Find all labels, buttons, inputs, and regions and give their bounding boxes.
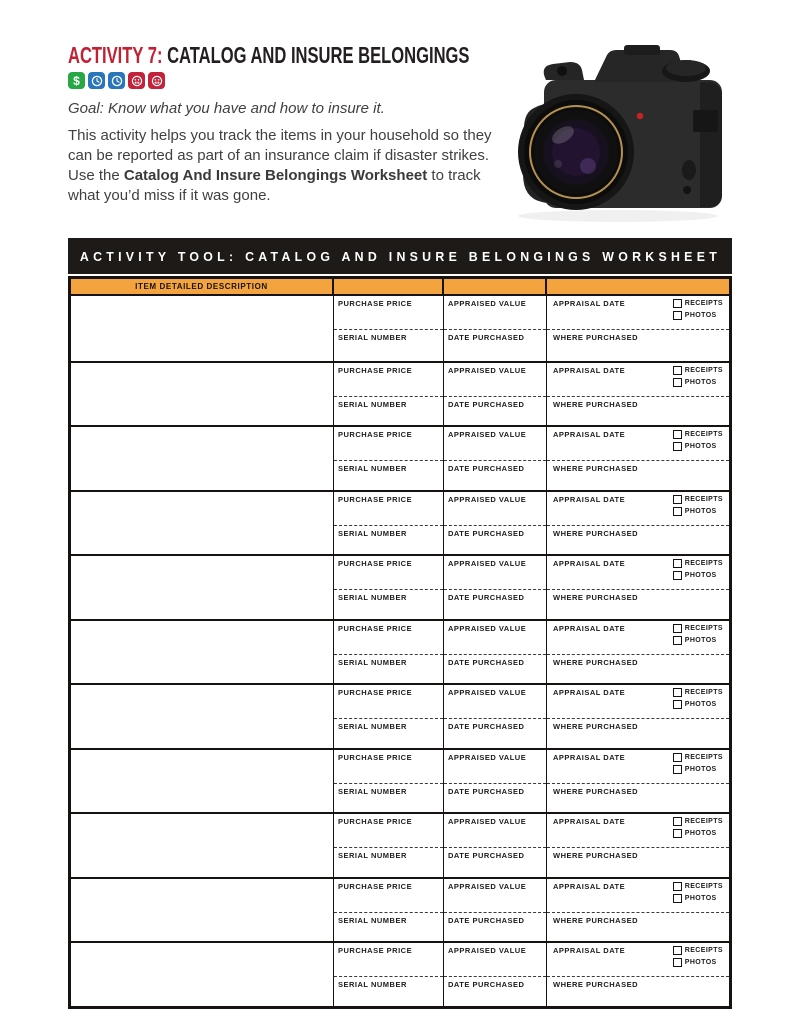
- appraised-value-label: APPRAISED VALUE: [448, 559, 527, 568]
- where-purchased-label: WHERE PURCHASED: [553, 333, 639, 342]
- price-serial-column: [334, 943, 444, 1006]
- photos-check-row: [673, 378, 723, 387]
- receipts-checkbox[interactable]: [673, 366, 682, 375]
- appraised-value-label: APPRAISED VALUE: [448, 623, 527, 633]
- appraisal-date-field[interactable]: [547, 556, 729, 590]
- receipts-label: RECEIPTS: [684, 818, 723, 825]
- price-serial-column: [334, 556, 444, 619]
- appraised-value-field[interactable]: [444, 363, 546, 397]
- photos-checkbox[interactable]: [673, 700, 682, 709]
- photos-check-row: [673, 571, 723, 580]
- receipts-check-row: [673, 946, 723, 955]
- appraisal-where-column: [547, 621, 729, 684]
- date-purchased-field[interactable]: [444, 655, 546, 684]
- where-purchased-field[interactable]: [547, 330, 729, 361]
- value-date-column: [444, 621, 547, 684]
- appraised-value-field[interactable]: [444, 943, 546, 977]
- item-description-field[interactable]: [71, 685, 334, 748]
- appraised-value-label: APPRAISED VALUE: [448, 430, 527, 439]
- photos-label: PHOTOS: [684, 312, 717, 319]
- receipts-label: RECEIPTS: [684, 882, 723, 890]
- purchase-price-field[interactable]: [334, 943, 443, 977]
- item-description-field[interactable]: [71, 363, 334, 426]
- photos-checkbox[interactable]: [673, 571, 682, 580]
- documentation-checkboxes: [673, 946, 723, 967]
- item-description-field[interactable]: [71, 556, 334, 619]
- value-date-column: [444, 556, 547, 619]
- item-description-field[interactable]: [71, 750, 334, 813]
- banner-label: ACTIVITY TOOL: CATALOG AND INSURE BELONGINGS WORKSHEET: [79, 248, 721, 264]
- where-purchased-label: WHERE PURCHASED: [553, 851, 639, 860]
- receipts-label: RECEIPTS: [684, 689, 723, 696]
- purchase-price-field[interactable]: [334, 685, 443, 719]
- item-description-field[interactable]: [71, 814, 334, 877]
- belongings-worksheet-table: [68, 276, 732, 1009]
- photos-check-row: [673, 829, 723, 838]
- appraised-value-label: APPRAISED VALUE: [448, 299, 527, 308]
- photos-checkbox[interactable]: [673, 765, 682, 774]
- serial-number-field[interactable]: [334, 461, 443, 490]
- documentation-checkboxes: [673, 753, 723, 774]
- photos-label: PHOTOS: [684, 701, 717, 708]
- appraisal-where-column: [547, 814, 729, 877]
- photos-check-row: [673, 958, 723, 967]
- serial-number-label: SERIAL NUMBER: [338, 528, 407, 538]
- serial-number-label: SERIAL NUMBER: [338, 333, 407, 342]
- date-purchased-field[interactable]: [444, 590, 546, 619]
- serial-number-field[interactable]: [334, 330, 443, 361]
- worksheet-header-row: [71, 279, 729, 296]
- purchase-price-label: PURCHASE PRICE: [338, 817, 413, 826]
- effort-icon: [148, 72, 165, 89]
- serial-number-label: SERIAL NUMBER: [338, 980, 407, 989]
- item-description-field[interactable]: [71, 492, 334, 555]
- photos-checkbox[interactable]: [673, 378, 682, 387]
- activity-number-label: ACTIVITY 7:: [68, 42, 163, 68]
- date-purchased-field[interactable]: [444, 397, 546, 426]
- date-purchased-label: DATE PURCHASED: [448, 464, 525, 473]
- item-row: [71, 296, 729, 361]
- receipts-check-row: [673, 882, 723, 891]
- price-serial-column: [334, 685, 444, 748]
- time-icon: [88, 72, 105, 89]
- where-purchased-field[interactable]: [547, 461, 729, 490]
- dollar-glyph: $: [73, 73, 80, 88]
- photos-checkbox[interactable]: [673, 507, 682, 516]
- serial-number-label: SERIAL NUMBER: [338, 786, 407, 796]
- money-icon: [68, 72, 85, 89]
- appraisal-date-label: APPRAISAL DATE: [553, 946, 626, 955]
- purchase-price-field[interactable]: [334, 492, 443, 526]
- page-title: [68, 42, 469, 69]
- value-date-column: [444, 492, 547, 555]
- activity-title-label: CATALOG AND INSURE BELONGINGS: [167, 42, 470, 68]
- item-description-field[interactable]: [71, 621, 334, 684]
- documentation-checkboxes: [673, 817, 723, 838]
- value-date-column: [444, 750, 547, 813]
- photos-label: PHOTOS: [684, 443, 717, 450]
- where-purchased-label: WHERE PURCHASED: [553, 399, 639, 409]
- receipts-check-row: [673, 624, 723, 633]
- item-description-field[interactable]: [71, 296, 334, 361]
- serial-number-label: SERIAL NUMBER: [338, 851, 407, 860]
- serial-number-field[interactable]: [334, 784, 443, 813]
- where-purchased-field[interactable]: [547, 848, 729, 877]
- activity-legend-icons: [68, 72, 165, 89]
- purchase-price-label: PURCHASE PRICE: [338, 688, 413, 697]
- photos-label: PHOTOS: [684, 894, 717, 902]
- appraised-value-field[interactable]: [444, 685, 546, 719]
- documentation-checkboxes: [673, 688, 723, 709]
- item-row: [71, 361, 729, 426]
- appraisal-date-label: APPRAISAL DATE: [553, 299, 626, 308]
- where-purchased-label: WHERE PURCHASED: [553, 593, 639, 602]
- receipts-checkbox[interactable]: [673, 559, 682, 568]
- appraisal-date-field[interactable]: [547, 492, 729, 526]
- appraised-value-label: APPRAISED VALUE: [448, 365, 527, 375]
- purchase-price-field[interactable]: [334, 556, 443, 590]
- photos-check-row: [673, 311, 723, 320]
- serial-number-field[interactable]: [334, 655, 443, 684]
- photos-check-row: [673, 442, 723, 451]
- appraisal-date-label: APPRAISAL DATE: [553, 559, 626, 568]
- appraisal-where-column: [547, 556, 729, 619]
- photos-label: PHOTOS: [684, 765, 717, 773]
- serial-number-label: SERIAL NUMBER: [338, 464, 407, 473]
- where-purchased-label: WHERE PURCHASED: [553, 464, 639, 473]
- date-purchased-field[interactable]: [444, 719, 546, 748]
- appraisal-date-label: APPRAISAL DATE: [553, 817, 626, 826]
- date-purchased-field[interactable]: [444, 330, 546, 361]
- where-purchased-field[interactable]: [547, 977, 729, 1006]
- appraised-value-field[interactable]: [444, 879, 546, 913]
- where-purchased-label: WHERE PURCHASED: [553, 915, 639, 925]
- purchase-price-field[interactable]: [334, 814, 443, 848]
- appraisal-where-column: [547, 685, 729, 748]
- purchase-price-field[interactable]: [334, 750, 443, 784]
- date-purchased-label: DATE PURCHASED: [448, 528, 525, 538]
- item-row: [71, 941, 729, 1006]
- appraisal-date-field[interactable]: [547, 750, 729, 784]
- date-purchased-label: DATE PURCHASED: [448, 722, 525, 731]
- value-date-column: [444, 879, 547, 942]
- documentation-checkboxes: [673, 882, 723, 903]
- appraised-value-field[interactable]: [444, 621, 546, 655]
- receipts-check-row: [673, 366, 723, 375]
- purchase-price-label: PURCHASE PRICE: [338, 299, 413, 308]
- date-purchased-label: DATE PURCHASED: [448, 657, 525, 667]
- serial-number-label: SERIAL NUMBER: [338, 657, 407, 667]
- where-purchased-field[interactable]: [547, 397, 729, 426]
- appraised-value-label: APPRAISED VALUE: [448, 494, 527, 504]
- date-purchased-label: DATE PURCHASED: [448, 915, 525, 925]
- documentation-checkboxes: [673, 624, 723, 645]
- appraisal-where-column: [547, 879, 729, 942]
- serial-number-field[interactable]: [334, 526, 443, 555]
- item-description-field[interactable]: [71, 943, 334, 1006]
- photos-check-row: [673, 636, 723, 645]
- appraised-value-field[interactable]: [444, 556, 546, 590]
- worksheet-header-cell-description: [71, 279, 334, 294]
- receipts-check-row: [673, 753, 723, 762]
- appraisal-where-column: [547, 943, 729, 1006]
- intro-paragraph: [68, 126, 494, 206]
- appraisal-date-label: APPRAISAL DATE: [553, 365, 626, 375]
- appraisal-date-label: APPRAISAL DATE: [553, 623, 626, 633]
- documentation-checkboxes: [673, 495, 723, 516]
- receipts-label: RECEIPTS: [684, 431, 723, 438]
- appraised-value-label: APPRAISED VALUE: [448, 752, 527, 762]
- item-row: [71, 490, 729, 555]
- appraised-value-field[interactable]: [444, 750, 546, 784]
- appraisal-date-field[interactable]: [547, 296, 729, 330]
- date-purchased-label: DATE PURCHASED: [448, 333, 525, 342]
- value-date-column: [444, 685, 547, 748]
- date-purchased-field[interactable]: [444, 526, 546, 555]
- serial-number-label: SERIAL NUMBER: [338, 722, 407, 731]
- photos-check-row: [673, 507, 723, 516]
- photos-check-row: [673, 700, 723, 709]
- item-row: [71, 812, 729, 877]
- value-date-column: [444, 363, 547, 426]
- receipts-checkbox[interactable]: [673, 817, 682, 826]
- purchase-price-label: PURCHASE PRICE: [338, 881, 413, 891]
- purchase-price-label: PURCHASE PRICE: [338, 946, 413, 955]
- photos-checkbox[interactable]: [673, 958, 682, 967]
- item-row: [71, 554, 729, 619]
- appraised-value-field[interactable]: [444, 296, 546, 330]
- appraisal-where-column: [547, 750, 729, 813]
- appraisal-date-label: APPRAISAL DATE: [553, 688, 626, 697]
- appraised-value-field[interactable]: [444, 492, 546, 526]
- activity-tool-banner: [68, 238, 732, 274]
- documentation-checkboxes: [673, 299, 723, 320]
- date-purchased-label: DATE PURCHASED: [448, 851, 525, 860]
- appraisal-date-field[interactable]: [547, 814, 729, 848]
- paragraph-text: to track what you’d miss if it was gone.: [68, 167, 481, 204]
- photos-label: PHOTOS: [684, 378, 717, 386]
- where-purchased-label: WHERE PURCHASED: [553, 722, 639, 731]
- receipts-check-row: [673, 495, 723, 504]
- documentation-checkboxes: [673, 366, 723, 387]
- worksheet-name-bold: Catalog And Insure Belongings Worksheet: [123, 167, 428, 184]
- where-purchased-field[interactable]: [547, 913, 729, 942]
- where-purchased-field[interactable]: [547, 526, 729, 555]
- receipts-check-row: [673, 559, 723, 568]
- date-purchased-field[interactable]: [444, 848, 546, 877]
- date-purchased-field[interactable]: [444, 913, 546, 942]
- photos-label: PHOTOS: [684, 636, 717, 644]
- price-serial-column: [334, 363, 444, 426]
- receipts-label: RECEIPTS: [684, 947, 723, 954]
- photos-label: PHOTOS: [684, 572, 717, 579]
- appraised-value-field[interactable]: [444, 814, 546, 848]
- item-description-header: ITEM DETAILED DESCRIPTION: [135, 282, 268, 291]
- purchase-price-label: PURCHASE PRICE: [338, 430, 413, 439]
- item-description-field[interactable]: [71, 879, 334, 942]
- appraised-value-label: APPRAISED VALUE: [448, 881, 527, 891]
- receipts-checkbox[interactable]: [673, 495, 682, 504]
- price-serial-column: [334, 750, 444, 813]
- appraisal-date-label: APPRAISAL DATE: [553, 881, 626, 891]
- serial-number-label: SERIAL NUMBER: [338, 399, 407, 409]
- purchase-price-label: PURCHASE PRICE: [338, 559, 413, 568]
- camera-photo: [488, 24, 738, 231]
- worksheet-header-cell: [547, 279, 729, 294]
- date-purchased-label: DATE PURCHASED: [448, 786, 525, 796]
- appraisal-date-field[interactable]: [547, 427, 729, 461]
- receipts-check-row: [673, 430, 723, 439]
- photos-label: PHOTOS: [684, 507, 717, 515]
- date-purchased-field[interactable]: [444, 461, 546, 490]
- where-purchased-label: WHERE PURCHASED: [553, 528, 639, 538]
- receipts-checkbox[interactable]: [673, 882, 682, 891]
- documentation-checkboxes: [673, 430, 723, 451]
- goal-text: Goal: Know what you have and how to insure it.: [68, 100, 385, 117]
- where-purchased-field[interactable]: [547, 784, 729, 813]
- receipts-checkbox[interactable]: [673, 299, 682, 308]
- receipts-checkbox[interactable]: [673, 946, 682, 955]
- price-serial-column: [334, 427, 444, 490]
- purchase-price-label: PURCHASE PRICE: [338, 494, 413, 504]
- serial-number-field[interactable]: [334, 977, 443, 1006]
- price-serial-column: [334, 879, 444, 942]
- paragraph-text: This activity helps you track the items in your household so they can be reported as part of an insurance claim if disaster strikes. Use the: [68, 127, 492, 184]
- value-date-column: [444, 296, 547, 361]
- where-purchased-label: WHERE PURCHASED: [553, 980, 639, 989]
- photos-label: PHOTOS: [684, 959, 717, 966]
- appraisal-where-column: [547, 363, 729, 426]
- receipts-checkbox[interactable]: [673, 624, 682, 633]
- purchase-price-field[interactable]: [334, 296, 443, 330]
- appraisal-date-field[interactable]: [547, 879, 729, 913]
- price-serial-column: [334, 492, 444, 555]
- purchase-price-label: PURCHASE PRICE: [338, 365, 413, 375]
- where-purchased-field[interactable]: [547, 655, 729, 684]
- appraised-value-label: APPRAISED VALUE: [448, 817, 527, 826]
- appraisal-where-column: [547, 427, 729, 490]
- receipts-check-row: [673, 299, 723, 308]
- receipts-check-row: [673, 817, 723, 826]
- receipts-label: RECEIPTS: [684, 624, 723, 632]
- appraisal-where-column: [547, 296, 729, 361]
- serial-number-label: SERIAL NUMBER: [338, 915, 407, 925]
- worksheet-rows: [71, 296, 729, 1006]
- purchase-price-label: PURCHASE PRICE: [338, 623, 413, 633]
- appraisal-where-column: [547, 492, 729, 555]
- receipts-label: RECEIPTS: [684, 753, 723, 761]
- documentation-checkboxes: [673, 559, 723, 580]
- serial-number-field[interactable]: [334, 590, 443, 619]
- item-row: [71, 619, 729, 684]
- effort-icon: [128, 72, 145, 89]
- photos-check-row: [673, 894, 723, 903]
- photos-checkbox[interactable]: [673, 311, 682, 320]
- appraisal-date-field[interactable]: [547, 685, 729, 719]
- appraised-value-label: APPRAISED VALUE: [448, 946, 527, 955]
- appraised-value-label: APPRAISED VALUE: [448, 688, 527, 697]
- date-purchased-label: DATE PURCHASED: [448, 980, 525, 989]
- photos-checkbox[interactable]: [673, 636, 682, 645]
- receipts-label: RECEIPTS: [684, 560, 723, 567]
- date-purchased-field[interactable]: [444, 784, 546, 813]
- worksheet-header-cell: [334, 279, 444, 294]
- date-purchased-label: DATE PURCHASED: [448, 399, 525, 409]
- price-serial-column: [334, 814, 444, 877]
- serial-number-field[interactable]: [334, 913, 443, 942]
- serial-number-label: SERIAL NUMBER: [338, 593, 407, 602]
- appraisal-date-field[interactable]: [547, 943, 729, 977]
- appraisal-date-field[interactable]: [547, 363, 729, 397]
- receipts-check-row: [673, 688, 723, 697]
- receipts-label: RECEIPTS: [684, 366, 723, 374]
- appraisal-date-label: APPRAISAL DATE: [553, 752, 626, 762]
- purchase-price-field[interactable]: [334, 621, 443, 655]
- date-purchased-label: DATE PURCHASED: [448, 593, 525, 602]
- where-purchased-field[interactable]: [547, 590, 729, 619]
- serial-number-field[interactable]: [334, 719, 443, 748]
- value-date-column: [444, 814, 547, 877]
- photos-check-row: [673, 765, 723, 774]
- where-purchased-label: WHERE PURCHASED: [553, 786, 639, 796]
- value-date-column: [444, 427, 547, 490]
- worksheet-header-cell: [444, 279, 547, 294]
- appraisal-date-label: APPRAISAL DATE: [553, 494, 626, 504]
- time-icon: [108, 72, 125, 89]
- item-row: [71, 683, 729, 748]
- price-serial-column: [334, 296, 444, 361]
- receipts-checkbox[interactable]: [673, 753, 682, 762]
- item-row: [71, 425, 729, 490]
- receipts-checkbox[interactable]: [673, 688, 682, 697]
- photos-checkbox[interactable]: [673, 442, 682, 451]
- date-purchased-field[interactable]: [444, 977, 546, 1006]
- item-row: [71, 748, 729, 813]
- serial-number-field[interactable]: [334, 848, 443, 877]
- photos-checkbox[interactable]: [673, 829, 682, 838]
- receipts-checkbox[interactable]: [673, 430, 682, 439]
- purchase-price-field[interactable]: [334, 427, 443, 461]
- price-serial-column: [334, 621, 444, 684]
- photos-label: PHOTOS: [684, 830, 717, 837]
- item-row: [71, 877, 729, 942]
- photos-checkbox[interactable]: [673, 894, 682, 903]
- purchase-price-field[interactable]: [334, 363, 443, 397]
- item-description-field[interactable]: [71, 427, 334, 490]
- value-date-column: [444, 943, 547, 1006]
- where-purchased-field[interactable]: [547, 719, 729, 748]
- purchase-price-field[interactable]: [334, 879, 443, 913]
- serial-number-field[interactable]: [334, 397, 443, 426]
- appraisal-date-field[interactable]: [547, 621, 729, 655]
- appraised-value-field[interactable]: [444, 427, 546, 461]
- receipts-label: RECEIPTS: [684, 495, 723, 503]
- purchase-price-label: PURCHASE PRICE: [338, 752, 413, 762]
- where-purchased-label: WHERE PURCHASED: [553, 657, 639, 667]
- receipts-label: RECEIPTS: [684, 300, 723, 307]
- appraisal-date-label: APPRAISAL DATE: [553, 430, 626, 439]
